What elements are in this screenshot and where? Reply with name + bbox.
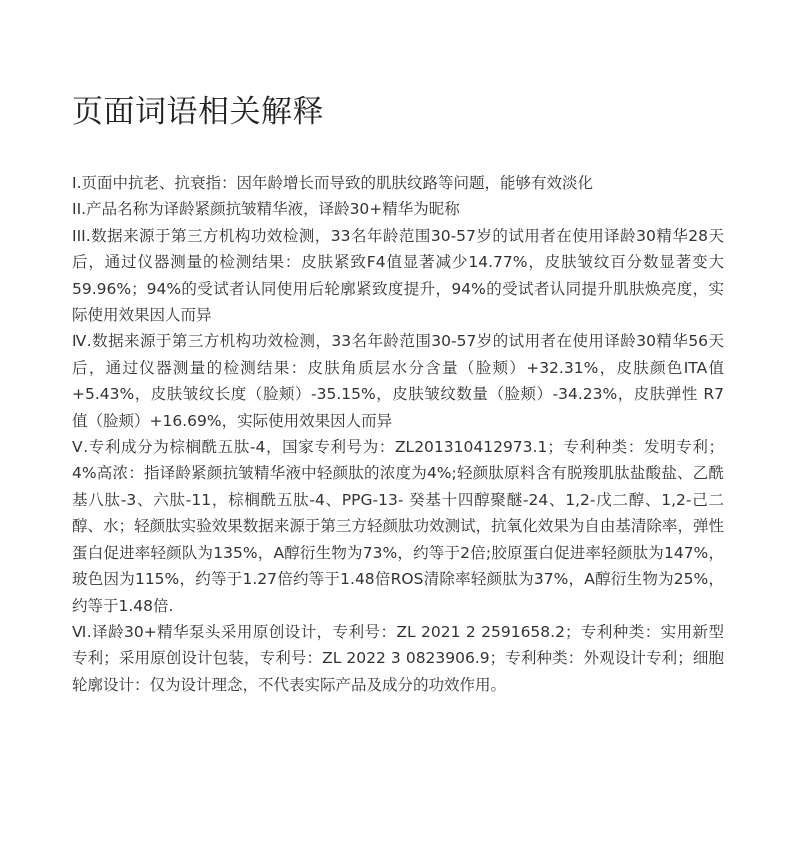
explanation-item-5: Ⅴ.专利成分为棕榈酰五肽-4，国家专利号为：ZL201310412973.1；专利种类：发明专利；4%高浓：指译龄紧颜抗皱精华液中轻颜肽的浓度为4%;轻颜肽原料含有脱羧肌肽盐酸盐、乙酰基八肽-3、六肽-11，棕榈酰五肽-4、PPG-13- 癸基十四醇聚醚-24、1,2-戊二醇、1,2-己二醇、水；轻颜肽实验效果数据来源于第三方轻颜肽功效测试，抗氧化效果为自由基清除率，弹性蛋白促进率轻颜队为135%，A醇衍生物为73%，约等于2倍;胶原蛋白促进率轻颜肽为147%，玻色因为115%，约等于1.27倍约等于1.48倍ROS清除率轻颜肽为37%，A醇衍生物为25%，约等于1.48倍. <box>72 438 724 615</box>
explanation-list <box>72 170 724 698</box>
explanation-item-3: III.数据来源于第三方机构功效检测，33名年龄范围30-57岁的试用者在使用译龄30精华28天后，通过仪器测量的检测结果：皮肤紧致F4值显著减少14.77%，皮肤皱纹百分数显著变大59.96%；94%的受试者认同使用后轮廓紧致度提升，94%的受试者认同提升肌肤焕亮度，实际使用效果因人而异 <box>72 226 724 325</box>
explanation-item-2: II.产品名称为译龄紧颜抗皱精华液，译龄30+精华为昵称 <box>72 200 460 219</box>
explanation-item-1: I.页面中抗老、抗衰指：因年龄增长而导致的肌肤纹路等问题，能够有效淡化 <box>72 174 594 192</box>
explanation-item-6: Ⅵ.译龄30+精华泵头采用原创设计，专利号：ZL 2021 2 2591658.2；专利种类：实用新型专利；采用原创设计包装，专利号：ZL 2022 3 0823906.9；专利种类：外观设计专利；细胞轮廓设计：仅为设计理念，不代表实际产品及成分的功效作用。 <box>72 622 724 694</box>
page-title: 页面词语相关解释 <box>72 94 324 130</box>
explanation-item-4: Ⅳ.数据来源于第三方机构功效检测，33名年龄范围30-57岁的试用者在使用译龄30精华56天后，通过仪器测量的检测结果：皮肤角质层水分含量（脸颊）+32.31%，皮肤颜色ITA值+5.43%，皮肤皱纹长度（脸颊）-35.15%，皮肤皱纹数量（脸颊）-34.23%，皮肤弹性 R7 值（脸颊）+16.69%，实际使用效果因人而异 <box>72 332 724 430</box>
